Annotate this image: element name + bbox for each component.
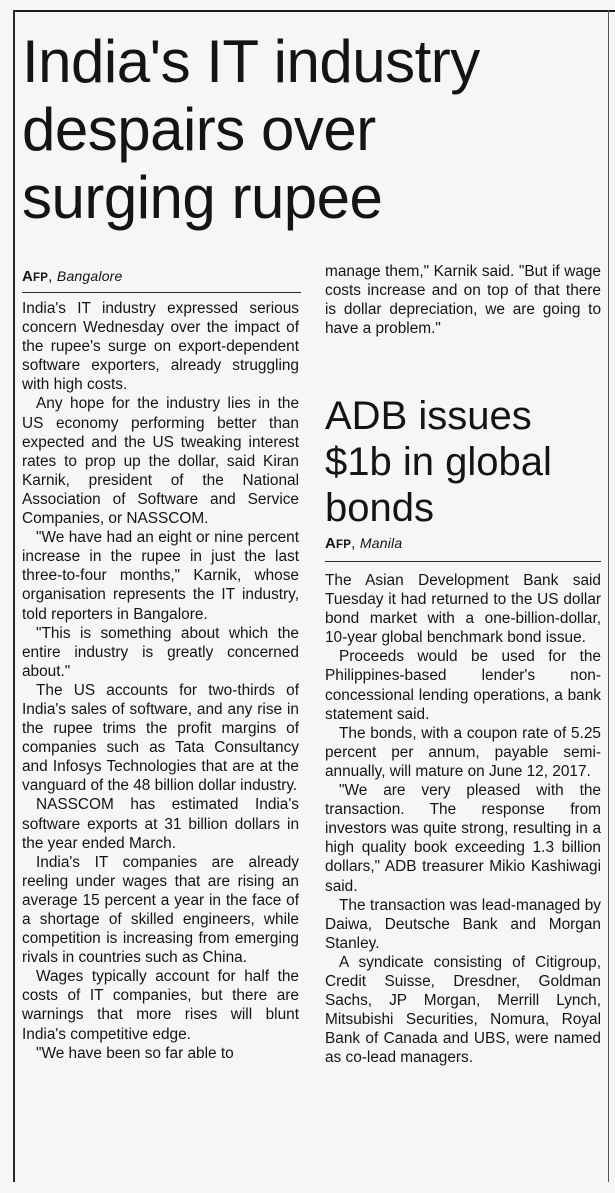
top-page-rule — [13, 10, 615, 12]
article-1-paragraph: India's IT companies are already reeling under wages that are rising an average 15 percent a year in the face of a shortage of skilled engineers, while competition is increasing from emerging rivals in countries such as China. — [22, 853, 299, 967]
article-2-byline-rule — [325, 561, 601, 562]
article-2-body — [325, 571, 601, 1067]
article-2-paragraph: The transaction was lead-managed by Daiwa, Deutsche Bank and Morgan Stanley. — [325, 896, 601, 952]
article-1-byline: AFP, Bangalore — [22, 268, 123, 285]
article-2-paragraph: The Asian Development Bank said Tuesday it had returned to the US dollar bond market with a one-billion-dollar, 10-year global benchmark bond issue. — [325, 572, 601, 647]
article-1-byline-rule — [22, 292, 301, 293]
article-2-agency: AFP — [325, 535, 352, 552]
article-1-paragraph: NASSCOM has estimated India's software exports at 31 billion dollars in the year ended March. — [22, 796, 299, 852]
article-2-paragraph: The bonds, with a coupon rate of 5.25 percent per annum, payable semi-annually, will mature on June 12, 2017. — [325, 724, 601, 780]
article-2-headline: ADB issues $1b in global bonds — [325, 394, 552, 530]
article-2-paragraph: "We are very pleased with the transaction. The response from investors was quite strong, resulting in a high quality book exceeding 1.3 billion dollars," ADB treasurer Mikio Kashiwagi said. — [325, 782, 601, 895]
article-1-column-2 — [325, 262, 601, 338]
article-1-paragraph: India's IT industry expressed serious concern Wednesday over the impact of the rupee's surge on export-dependent software exporters, already struggling with high costs. — [22, 300, 299, 394]
article-1-continuation: manage them," Karnik said. "But if wage costs increase and on top of that there is dollar depreciation, we are going to have a problem." — [325, 263, 601, 338]
article-1-column-1 — [22, 299, 299, 1063]
article-2-byline: AFP, Manila — [325, 535, 403, 552]
article-1-paragraph: Any hope for the industry lies in the US economy performing better than expected and the US tweaking interest rates to prop up the dollar, said Kiran Karnik, president of the National Association of Software and Service Companies, or NASSCOM. — [22, 395, 299, 528]
article-1-paragraph: Wages typically account for half the costs of IT companies, but there are warnings that more rises will blunt India's competitive edge. — [22, 968, 299, 1043]
article-1-paragraph: "This is something about which the entire industry is greatly concerned about." — [22, 624, 299, 680]
article-1-paragraph: "We have been so far able to — [36, 1044, 234, 1062]
left-column-rule — [13, 10, 15, 1182]
article-2-paragraph: A syndicate consisting of Citigroup, Credit Suisse, Dresdner, Goldman Sachs, JP Morgan, Merrill Lynch, Mitsubishi Securities, Nomura, Royal Bank of Canada and UBS, were named as co-lead managers. — [325, 953, 601, 1067]
right-edge-rule — [608, 10, 609, 1182]
article-1-paragraph: The US accounts for two-thirds of India's sales of software, and any rise in the rupee trims the profit margins of companies such as Tata Consultancy and Infosys Technologies that are at the vanguard of the 48 billion dollar industry. — [22, 681, 299, 795]
article-2-dateline: Manila — [359, 535, 403, 551]
article-1-dateline: Bangalore — [56, 268, 123, 284]
article-1-headline: India's IT industry despairs over surging rupee — [22, 28, 480, 231]
article-1-agency: AFP — [22, 268, 49, 285]
article-2-paragraph: Proceeds would be used for the Philippines-based lender's non-concessional lending operations, a bank statement said. — [325, 648, 601, 723]
article-1-paragraph: "We have had an eight or nine percent increase in the rupee in just the last three-to-four months," Karnik, whose organisation represents the IT industry, told reporters in Bangalore. — [22, 529, 299, 623]
